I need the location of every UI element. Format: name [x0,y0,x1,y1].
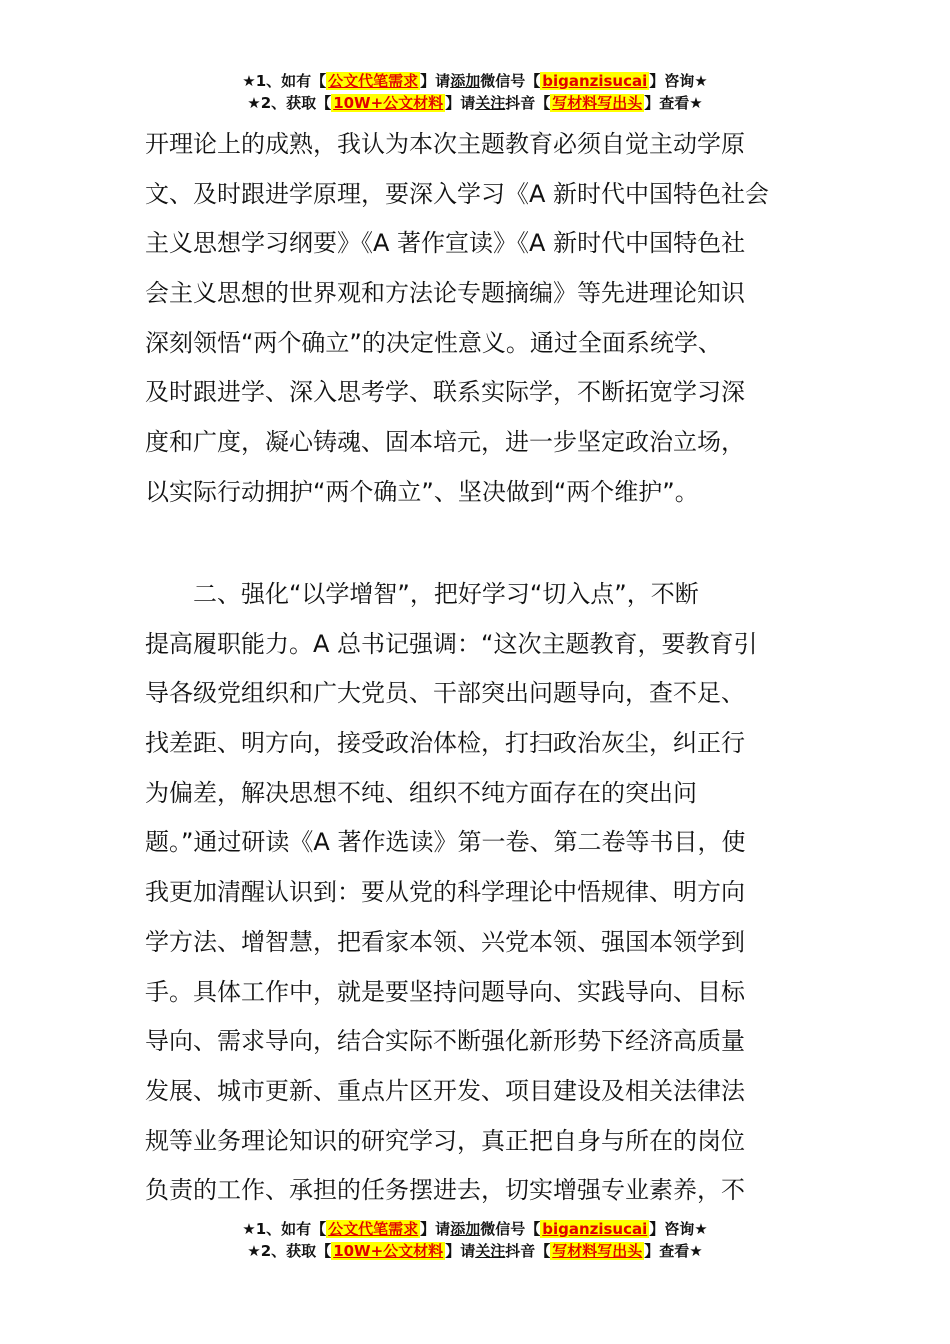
paragraph-line: 提高履职能力。A 总书记强调：“这次主题教育，要教育引 [145,629,758,658]
paragraph-line: 手。具体工作中，就是要坚持问题导向、实践导向、目标 [145,977,745,1006]
paragraph-line: 导各级党组织和广大党员、干部突出问题导向，查不足、 [145,679,745,708]
banner-highlight: 公文代笔需求 [328,1220,419,1238]
banner-text: 微信号【 [480,72,541,90]
paragraph-2 [145,570,813,1216]
banner-text: 】查看★ [644,1242,703,1260]
paragraph-line: 发展、城市更新、重点片区开发、项目建设及相关法律法 [145,1076,745,1105]
paragraph-line: 主义思想学习纲要》《A 著作宣读》《A 新时代中国特色社 [145,229,746,258]
banner-highlight: biganzisucai [542,1220,648,1238]
paragraph-line: 为偏差，解决思想不纯、组织不纯方面存在的突出问 [145,778,697,807]
paragraph-line: 会主义思想的世界观和方法论专题摘编》等先进理论知识 [145,279,745,308]
paragraph-line: 以实际行动拥护“两个确立”、坚决做到“两个维护”。 [145,477,699,506]
banner-text: 】请 [420,1220,451,1238]
banner-highlight: biganzisucai [542,72,648,90]
banner-emphasis: 关注 [475,94,506,112]
banner-text: 】咨询★ [649,1220,708,1238]
banner-highlight: 10W+公文材料 [333,94,444,112]
banner-text: 微信号【 [480,1220,541,1238]
footer-banner [0,1218,950,1262]
banner-text: 】查看★ [644,94,703,112]
banner-emphasis: 关注 [475,1242,506,1260]
banner-text: ★2、获取【 [247,1242,332,1260]
banner-text: 抖音【 [505,1242,551,1260]
paragraph-1 [145,120,813,518]
paragraph-line: 题。”通过研读《A 著作选读》第一卷、第二卷等书目，使 [145,828,746,857]
paragraph-line: 我更加清醒认识到：要从党的科学理论中悟规律、明方向 [145,878,745,907]
paragraph-line: 深刻领悟“两个确立”的决定性意义。通过全面系统学、 [145,328,722,357]
paragraph-line: 度和广度，凝心铸魂、固本培元，进一步坚定政治立场， [145,428,745,457]
banner-text: 】咨询★ [649,72,708,90]
paragraph-line: 开理论上的成熟，我认为本次主题教育必须自觉主动学原 [145,130,745,158]
banner-emphasis: 添加 [450,72,481,90]
paragraph-line: 导向、需求导向，结合实际不断强化新形势下经济高质量 [145,1027,745,1056]
banner-line-1 [0,1218,950,1240]
banner-text: 抖音【 [505,94,551,112]
banner-line-2 [0,1240,950,1262]
banner-line-2 [0,92,950,114]
header-banner [0,70,950,114]
paragraph-line: 负责的工作、承担的任务摆进去，切实增强专业素养，不 [145,1176,745,1205]
banner-text: ★1、如有【 [242,72,327,90]
banner-text: 】请 [445,94,476,112]
banner-highlight: 写材料写出头 [552,94,643,112]
paragraph-line: 学方法、增智慧，把看家本领、兴党本领、强国本领学到 [145,927,745,956]
banner-text: ★2、获取【 [247,94,332,112]
banner-text: 】请 [445,1242,476,1260]
banner-text: 】请 [420,72,451,90]
paragraph-line: 及时跟进学、深入思考学、联系实际学，不断拓宽学习深 [145,378,745,407]
banner-highlight: 公文代笔需求 [328,72,419,90]
section-heading-line: 二、强化“以学增智”，把好学习“切入点”，不断 [193,580,699,608]
paragraph-line: 找差距、明方向，接受政治体检，打扫政治灰尘，纠正行 [145,729,745,758]
paragraph-line: 规等业务理论知识的研究学习，真正把自身与所在的岗位 [145,1126,745,1155]
banner-emphasis: 添加 [450,1220,481,1238]
paragraph-line: 文、及时跟进学原理，要深入学习《A 新时代中国特色社会 [145,179,770,208]
banner-highlight: 10W+公文材料 [333,1242,444,1260]
banner-highlight: 写材料写出头 [552,1242,643,1260]
banner-text: ★1、如有【 [242,1220,327,1238]
banner-line-1 [0,70,950,92]
